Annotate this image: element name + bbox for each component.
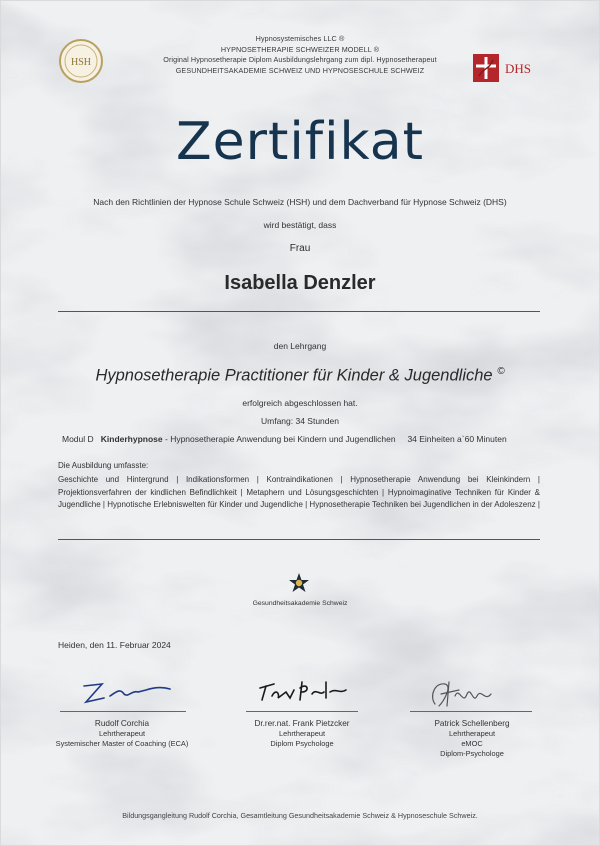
signature-2-scribble xyxy=(256,674,352,706)
contents-heading: Die Ausbildung umfasste: xyxy=(58,461,149,470)
recipient-name: Isabella Denzler xyxy=(224,272,376,294)
academy-emblem-icon xyxy=(288,572,310,594)
dhs-logo xyxy=(471,52,537,84)
scope-text: Umfang: 34 Stunden xyxy=(261,416,339,426)
signature-3-scribble xyxy=(425,676,495,712)
header-line-1: Hypnosystemisches LLC ® xyxy=(255,34,345,43)
dhs-logo-text: DHS xyxy=(504,61,532,76)
signature-2-role-2: Diplom Psychologe xyxy=(270,739,334,748)
signature-3-name: Patrick Schellenberg xyxy=(434,719,510,728)
signature-2-line xyxy=(246,711,358,712)
signature-1-name: Rudolf Corchia xyxy=(94,719,150,728)
intro-text: Nach den Richtlinien der Hypnose Schule Schweiz (HSH) und dem Dachverband für Hypnose Schweiz (DHS) xyxy=(93,197,507,207)
signature-2-name: Dr.rer.nat. Frank Pietzcker xyxy=(254,719,350,728)
header-line-3: Original Hypnosetherapie Diplom Ausbildungslehrgang zum dipl. Hypnosetherapeut xyxy=(163,55,437,64)
footer-text: Bildungsgangleitung Rudolf Corchia, Gesamtleitung Gesundheitsakademie Schweiz & Hypnoseschule Schweiz. xyxy=(122,811,478,820)
signature-3-role-3: Diplom-Psychologe xyxy=(440,749,504,758)
signature-1-scribble xyxy=(80,676,176,706)
name-divider xyxy=(58,311,540,312)
signature-1-line xyxy=(60,711,186,712)
confirm-text: wird bestätigt, dass xyxy=(263,220,337,230)
course-intro: den Lehrgang xyxy=(273,341,327,351)
course-title-text: Hypnosetherapie Practitioner für Kinder & Jugendliche xyxy=(95,366,493,385)
signature-3-role-1: Lehrtherapeut xyxy=(448,729,496,738)
signature-3-role-2: eMOC xyxy=(461,739,483,748)
contents-divider xyxy=(58,539,540,540)
module-name: Kinderhypnose xyxy=(100,434,163,444)
signature-3-block xyxy=(392,719,552,759)
header-line-2: HYPNOSETHERAPIE SCHWEIZER MODELL ® xyxy=(220,44,380,54)
module-description: - Hypnosetherapie Anwendung bei Kindern und Jugendlichen xyxy=(165,434,396,444)
signature-2-role-1: Lehrtherapeut xyxy=(278,729,326,738)
contents-text: Geschichte und Hintergrund | Indikationsformen | Kontraindikationen | Hypnosetherapie Anwendung bei Kleinkindern | Projektionsverfahren der kindlichen Befindlichkeit | Metaphern und Lösungsgeschichten | Hypnoimaginative Techniken für Kinder & Jugendliche | Hypnotische Erlebniswelten für Kinder und Jugendliche | Hypnosetherapie Techniken bei Jugendlichen in der Adoleszenz | xyxy=(58,475,540,510)
place-date: Heiden, den 11. Februar 2024 xyxy=(58,640,171,650)
course-title xyxy=(0,366,600,386)
academy-name: Gesundheitsakademie Schweiz xyxy=(252,600,348,607)
hsh-logo-text: HSH xyxy=(70,57,92,68)
course-mark: © xyxy=(497,366,505,377)
completed-text: erfolgreich abgeschlossen hat. xyxy=(242,398,358,408)
module-label: Modul D xyxy=(62,434,94,444)
signature-1-role-1: Lehrtherapeut xyxy=(98,729,146,738)
signature-1-role-2: Systemischer Master of Coaching (ECA) xyxy=(55,739,189,748)
signature-3-line xyxy=(410,711,532,712)
module-units: 34 Einheiten a`60 Minuten xyxy=(407,434,507,444)
header-line-4: GESUNDHEITSAKADEMIE SCHWEIZ UND HYPNOSESCHULE SCHWEIZ xyxy=(175,65,425,75)
module-line xyxy=(62,434,507,444)
certificate-title: Zertifikat xyxy=(175,112,425,172)
salutation: Frau xyxy=(289,243,311,254)
signature-2-block xyxy=(222,719,382,749)
signature-1-block xyxy=(40,719,204,749)
